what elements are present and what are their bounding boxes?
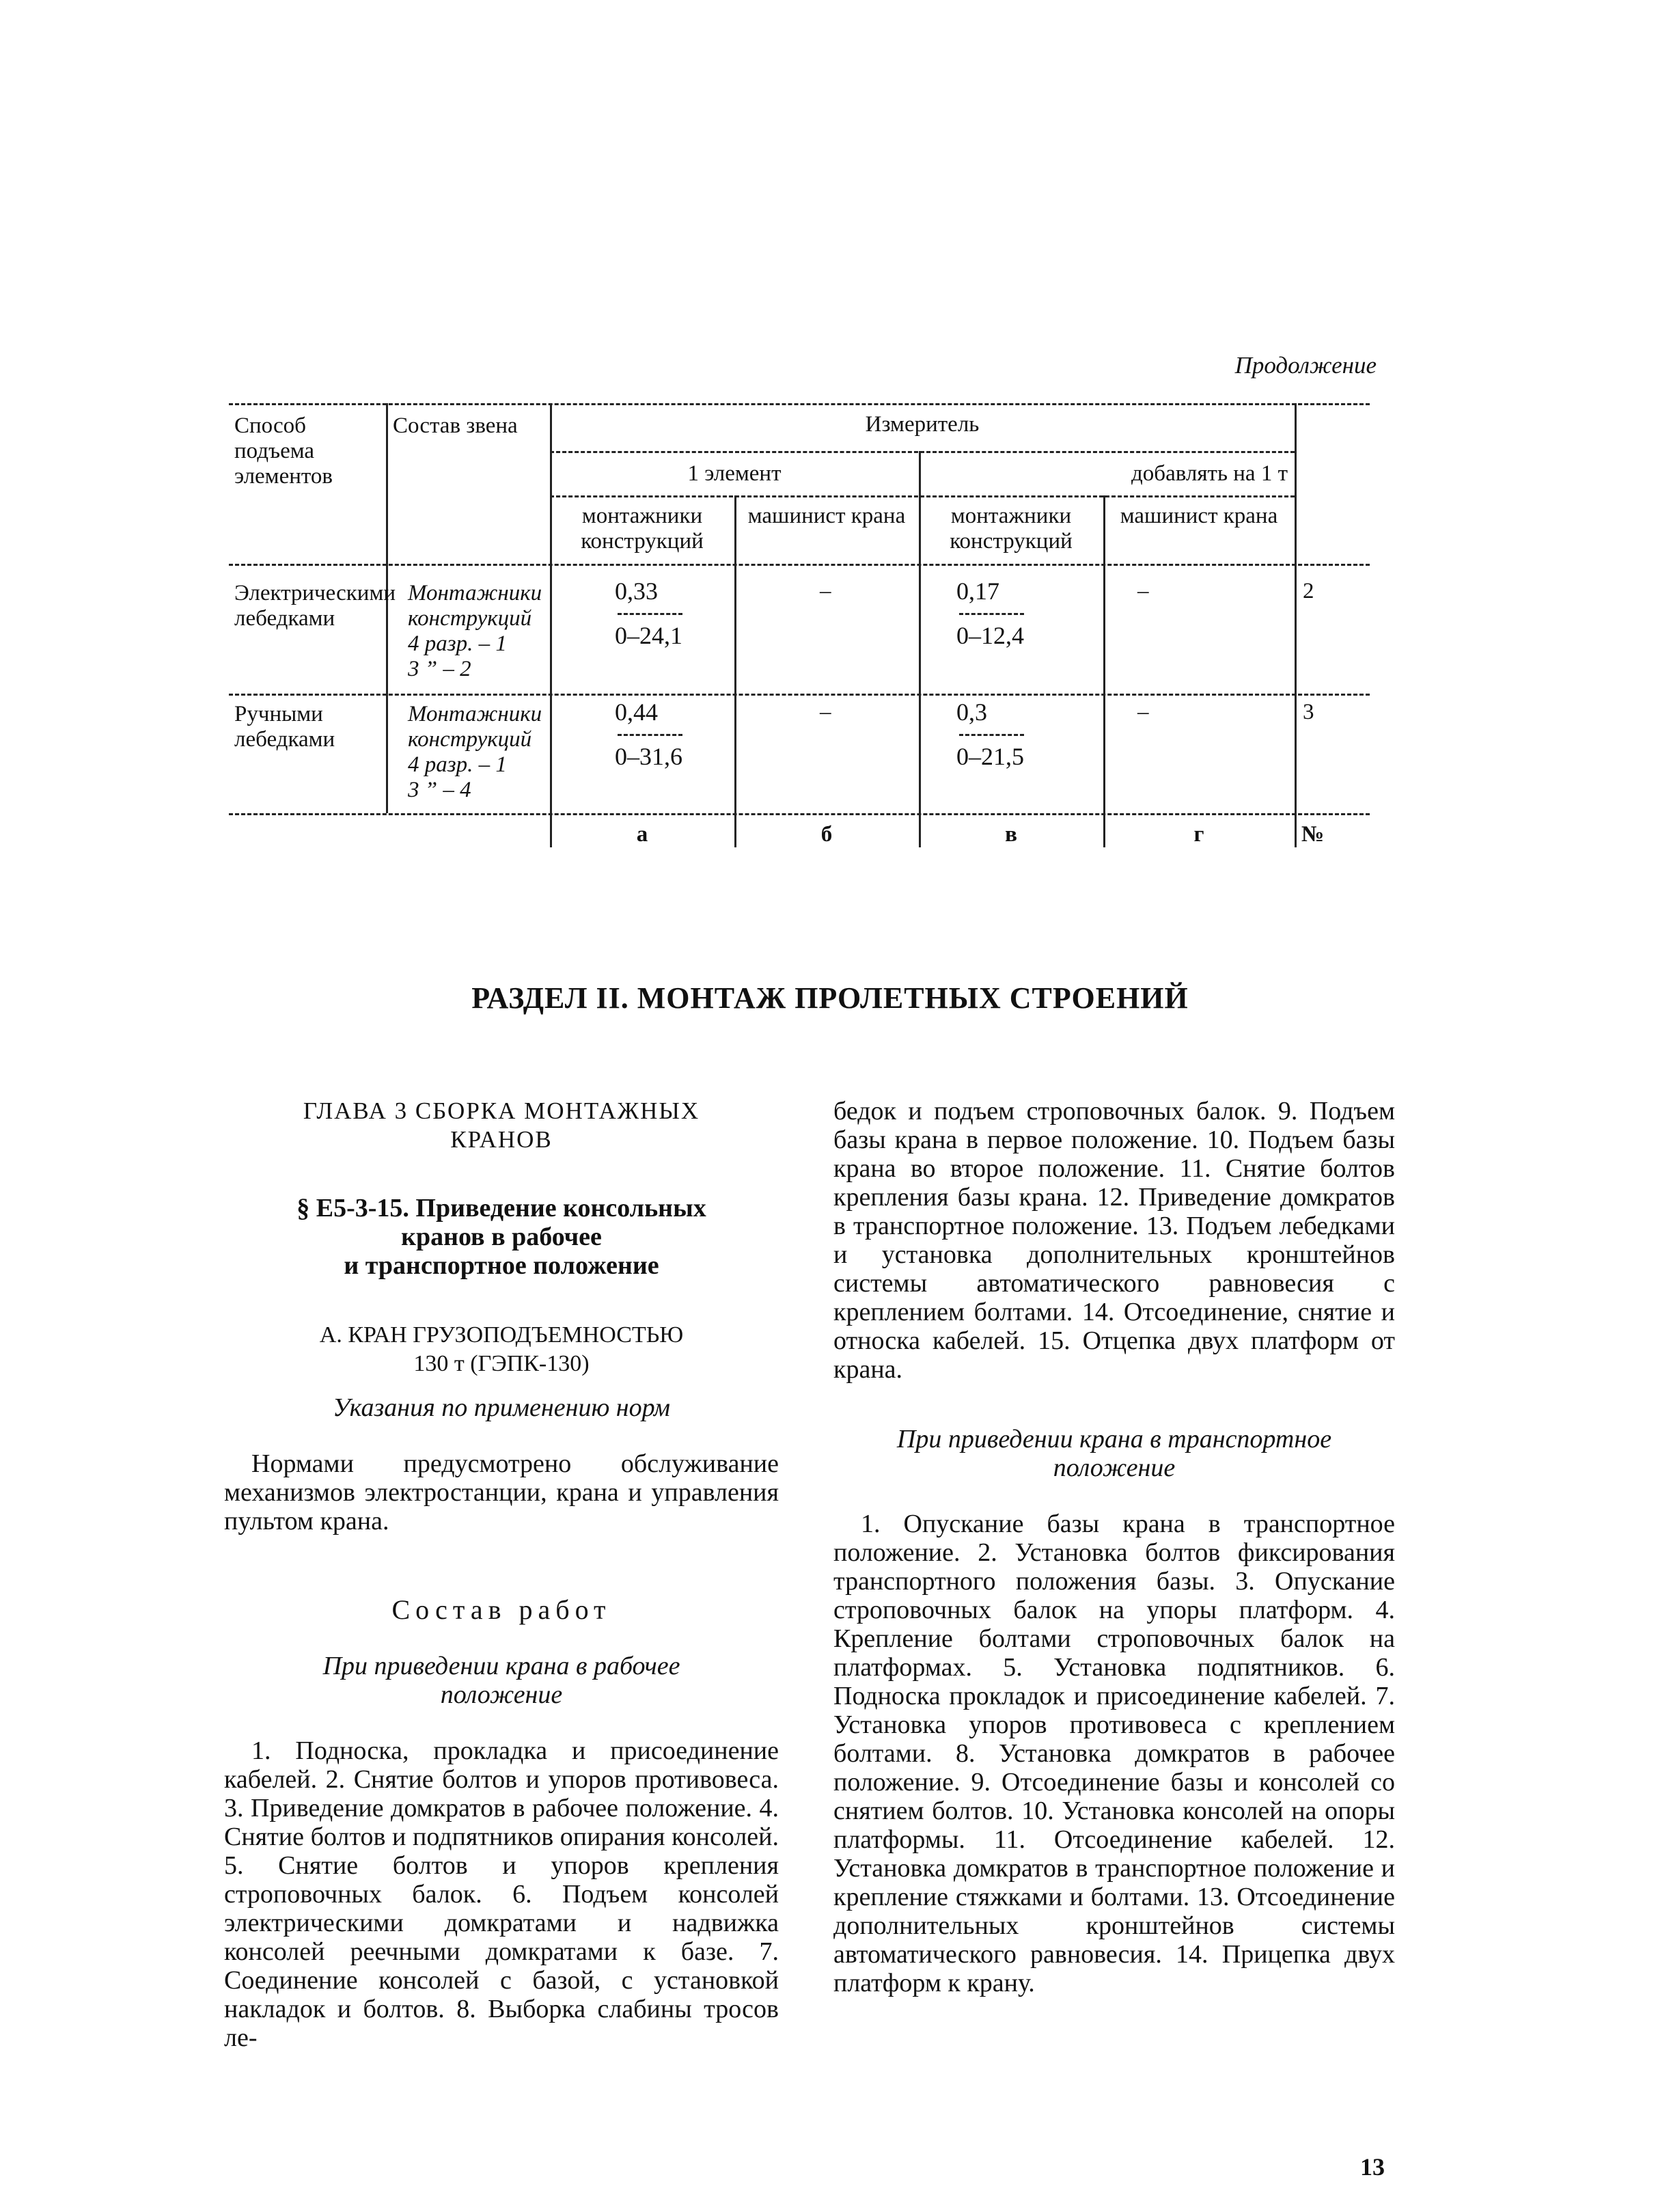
row1-method: Электрическими лебедками: [234, 581, 396, 631]
footer-col-c: в: [1005, 822, 1017, 847]
instructions-title: Указания по применению норм: [333, 1393, 670, 1422]
row2-crew: Монтажники конструкций 4 разр. – 1 3 ” – 4: [408, 702, 542, 802]
header-method: Способ подъема элементов: [234, 413, 333, 489]
norms-table: [229, 393, 1370, 847]
table-vline-1: [386, 403, 388, 813]
row1-value-a: 0,33 0–24,1: [615, 577, 682, 649]
header-measure: Измеритель: [865, 412, 980, 437]
transport-position-text: 1. Опускание базы крана в транспортное положение. 2. Установка болтов фиксирования транспортного положения базы. 3. Опускание строповочных балок на упоры платформ. 4. Крепление болтами строповочных балок на платформах. 5. Установка подпятников. 6. Подноска прокладок и присоединение кабелей. 7. Установка упоров противовеса с креплением болтами. 8. Установка домкратов в рабочее положение. 9. Отсоединение базы и консолей со снятием болтов. 10. Установка консолей на опоры платформы. 11. Отсоединение кабелей. 12. Установка домкратов в транспортное положение и крепление стяжками и болтами. 13. Отсоединение дополнительных кронштейнов системы автоматического равновесия. 14. Прицепка двух платформ к крану.: [833, 1510, 1395, 1997]
row2-value-a: 0,44 0–31,6: [615, 698, 682, 770]
header-one-element: 1 элемент: [687, 461, 782, 486]
header-crew: Состав звена: [393, 413, 518, 438]
subsection-title: А. КРАН ГРУЗОПОДЪЕМНОСТЬЮ 130 т (ГЭПК-130): [319, 1322, 684, 1376]
paragraph-title: § Е5-3-15. Приведение консольных кранов в рабочее и транспортное положение: [296, 1194, 706, 1280]
working-position-text-continued: бедок и подъем строповочных балок. 9. Подъем базы крана в первое положение. 10. Подъем базы крана во второе положение. 11. Снятие болтов крепления базы крана. 12. Приведение домкратов в транспортное положение. 13. Подъем лебедками и установка дополнительных кронштейнов системы автоматического равновесия с креплением болтами. 14. Отсоединение, снятие и относка кабелей. 15. Отцепка двух платформ от крана.: [833, 1097, 1395, 1384]
left-column: [224, 1097, 779, 2052]
chapter-title: ГЛАВА 3 СБОРКА МОНТАЖНЫХ КРАНОВ: [303, 1097, 700, 1153]
right-column: [833, 1097, 1395, 1997]
row1-crew: Монтажники конструкций 4 разр. – 1 3 ” – 2: [408, 581, 542, 681]
table-vline-5: [1103, 495, 1105, 847]
table-rule-subhead: [550, 495, 1295, 497]
continuation-label: Продолжение: [1234, 352, 1377, 379]
row1-number: 2: [1303, 579, 1314, 603]
working-position-title: При приведении крана в рабочее положение: [322, 1652, 680, 1709]
row2-value-b: –: [820, 700, 831, 724]
table-rule-row1-end: [229, 694, 1370, 696]
table-rule-measure: [550, 451, 1295, 453]
section-title: РАЗДЕЛ II. МОНТАЖ ПРОЛЕТНЫХ СТРОЕНИЙ: [471, 981, 1189, 1015]
header-add-per-ton: добавлять на 1 т: [1131, 461, 1288, 486]
row2-number: 3: [1303, 700, 1314, 724]
row1-value-c: 0,17 0–12,4: [956, 577, 1024, 649]
row1-value-d: –: [1137, 579, 1149, 603]
footer-col-b: б: [820, 822, 833, 847]
row1-value-b: –: [820, 579, 831, 603]
footer-col-number: №: [1301, 822, 1325, 847]
table-rule-body-end: [229, 813, 1370, 815]
row2-value-c: 0,3 0–21,5: [956, 698, 1024, 770]
row2-value-d: –: [1137, 700, 1149, 724]
header-mont-a: монтажники конструкций: [581, 504, 704, 554]
table-vline-4: [919, 451, 921, 847]
transport-position-title: При приведении крана в транспортное положение: [896, 1425, 1332, 1482]
working-position-text: 1. Подноска, прокладка и присоединение кабелей. 2. Снятие болтов и упоров противовеса. 3. Приведение домкратов в рабочее положение. 4. Снятие болтов и подпятников опирания консолей. 5. Снятие болтов и упоров крепления строповочных балок. 6. Подъем консолей электрическими домкратами и надвижка консолей реечными домкратами к базе. 7. Соединение консолей с базой, с установкой накладок и болтов. 8. Выборка слабины тросов ле-: [224, 1736, 779, 2052]
instructions-text: Нормами предусмотрено обслуживание механизмов электростанции, крана и управления пультом крана.: [224, 1449, 779, 1535]
row2-method: Ручными лебедками: [234, 702, 335, 752]
footer-col-a: а: [636, 822, 648, 847]
header-mash-b: машинист крана: [747, 504, 906, 528]
work-composition-title: Состав работ: [391, 1594, 611, 1625]
footer-col-d: г: [1193, 822, 1204, 847]
header-mont-c: монтажники конструкций: [950, 504, 1073, 554]
page-number: 13: [1360, 2153, 1385, 2181]
table-vline-6: [1295, 403, 1297, 847]
table-vline-3: [734, 495, 736, 847]
table-rule-head-end: [229, 564, 1370, 566]
header-mash-d: машинист крана: [1120, 504, 1278, 528]
table-top-rule: [229, 403, 1370, 405]
